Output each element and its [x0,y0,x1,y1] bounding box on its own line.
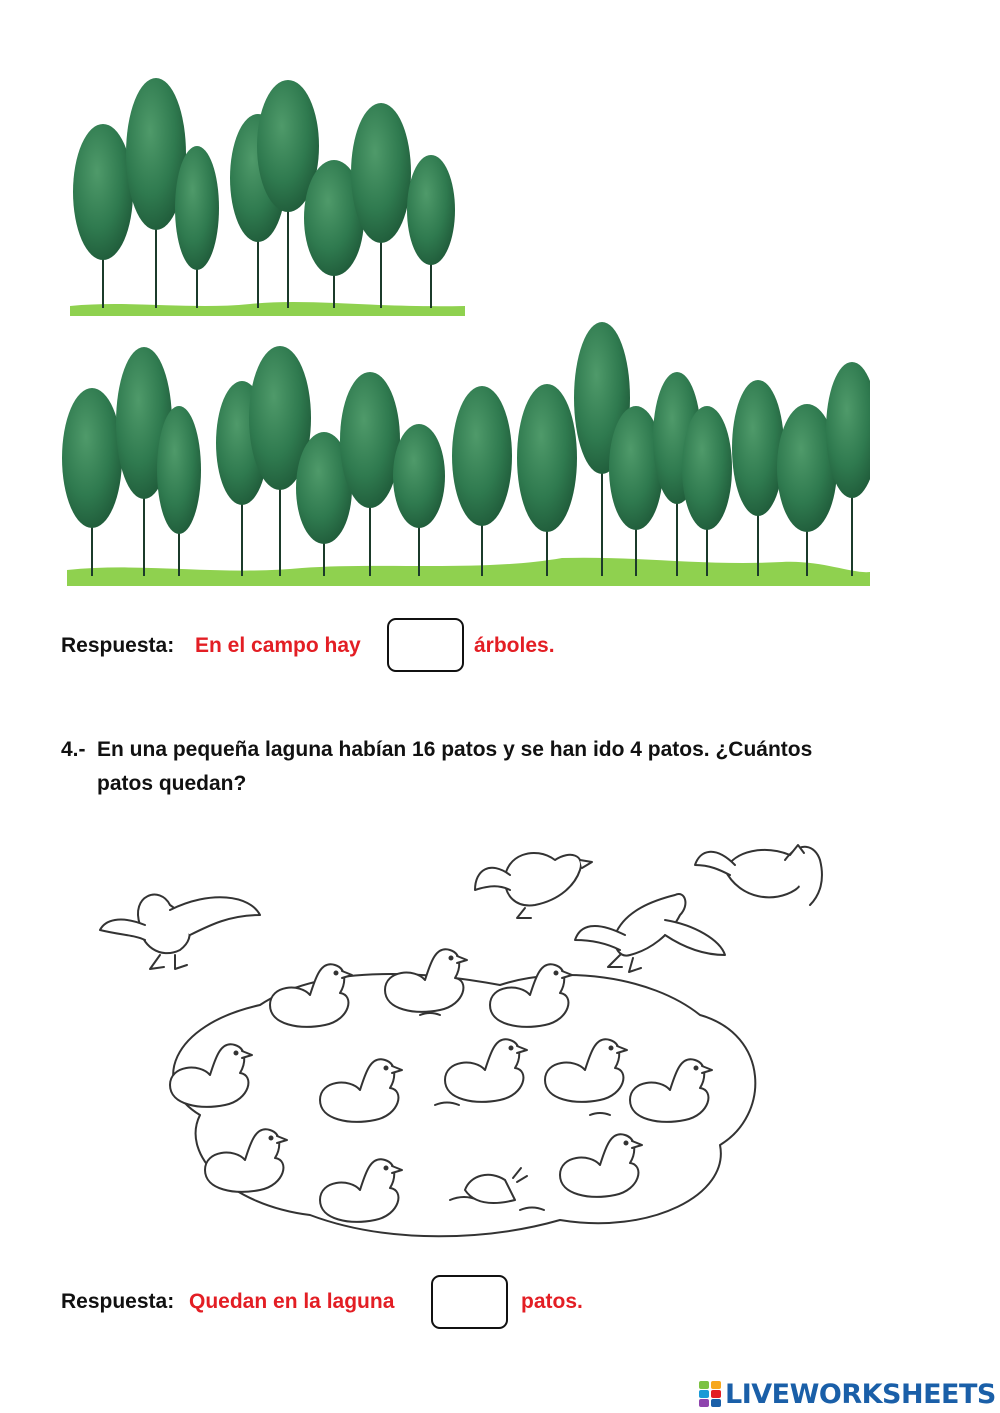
liveworksheets-logo-icon [698,1380,722,1408]
question-line-1: En una pequeña laguna habían 16 patos y se han ido 4 patos. ¿Cuántos [97,738,813,761]
logo-text: LIVEWORKSHEETS [725,1378,996,1410]
answer1-label: Respuesta: [61,634,175,657]
liveworksheets-logo [698,1377,996,1411]
answer1-text-before: En el campo hay [195,634,361,657]
tree-group-small-icon [70,68,465,320]
question-line-2: patos quedan? [97,772,247,795]
question-4 [61,733,921,801]
question-number: 4.- [61,738,86,761]
tree-group-large-icon [62,318,870,590]
answer2-label: Respuesta: [61,1290,175,1313]
answer2-text-after: patos. [521,1290,583,1313]
trees-answer-input[interactable] [387,618,464,672]
ducks-pond-icon [90,815,840,1255]
answer2-text-before: Quedan en la laguna [189,1290,395,1313]
ducks-answer-input[interactable] [431,1275,508,1329]
answer1-text-after: árboles. [474,634,555,657]
